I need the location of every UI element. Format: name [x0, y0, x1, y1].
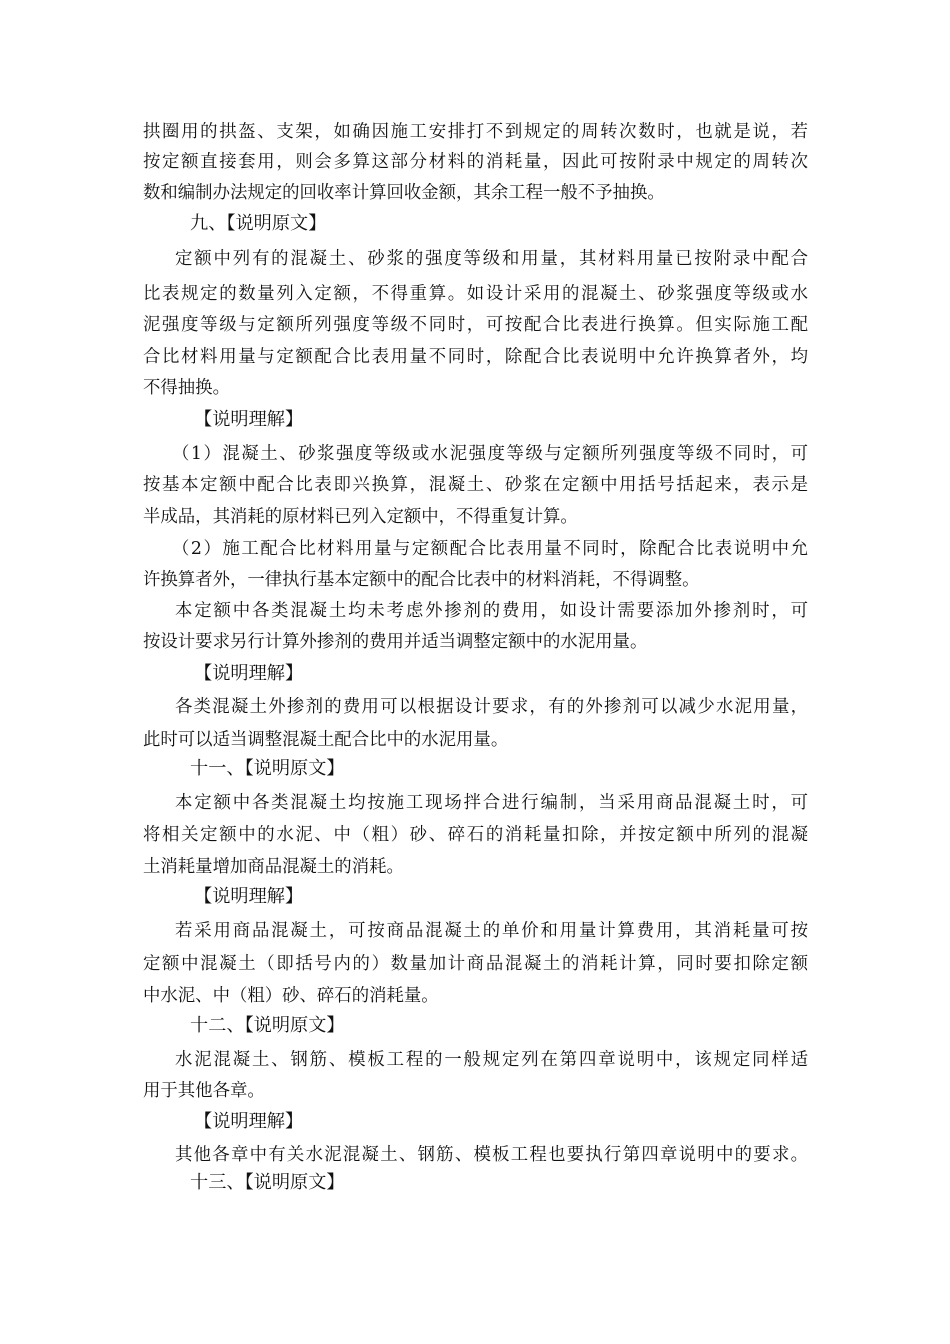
paragraph-line: （2）施工配合比材料用量与定额配合比表用量不同时，除配合比表说明中允	[172, 539, 808, 559]
paragraph-line: 按定额直接套用，则会多算这部分材料的消耗量，因此可按附录中规定的周转次	[143, 152, 808, 172]
paragraph-line: 本定额中各类混凝土均未考虑外掺剂的费用，如设计需要添加外掺剂时，可	[175, 601, 808, 621]
subsection-heading: 【说明理解】	[194, 1111, 304, 1132]
section-heading: 十二、【说明原文】	[190, 1015, 345, 1036]
section-heading: 九、【说明原文】	[190, 213, 327, 234]
paragraph-line: （1）混凝土、砂浆强度等级或水泥强度等级与定额所列强度等级不同时，可	[172, 444, 808, 464]
paragraph-line: 定额中列有的混凝土、砂浆的强度等级和用量，其材料用量已按附录中配合	[175, 249, 808, 269]
subsection-heading: 【说明理解】	[194, 663, 304, 684]
paragraph-line: 定额中混凝土（即括号内的）数量加计商品混凝土的消耗计算，同时要扣除定额	[143, 954, 808, 974]
paragraph-line: 不得抽换。	[143, 378, 230, 398]
paragraph-line: 拱圈用的拱盔、支架，如确因施工安排打不到规定的周转次数时，也就是说，若	[143, 122, 808, 142]
paragraph-line: 比表规定的数量列入定额，不得重算。如设计采用的混凝土、砂浆强度等级或水	[143, 284, 808, 304]
paragraph-line: 若采用商品混凝土，可按商品混凝土的单价和用量计算费用，其消耗量可按	[175, 921, 808, 941]
paragraph-line: 许换算者外，一律执行基本定额中的配合比表中的材料消耗，不得调整。	[143, 570, 700, 590]
paragraph-line: 按设计要求另行计算外掺剂的费用并适当调整定额中的水泥用量。	[143, 632, 648, 652]
paragraph-line: 各类混凝土外掺剂的费用可以根据设计要求，有的外掺剂可以减少水泥用量，	[175, 697, 808, 717]
paragraph-line: 中水泥、中（粗）砂、碎石的消耗量。	[143, 986, 439, 1006]
paragraph-line: 本定额中各类混凝土均按施工现场拌合进行编制，当采用商品混凝土时，可	[175, 793, 808, 813]
paragraph-line: 用于其他各章。	[143, 1081, 265, 1101]
paragraph-line: 水泥混凝土、钢筋、模板工程的一般规定列在第四章说明中，该规定同样适	[175, 1050, 808, 1070]
paragraph-line: 此时可以适当调整混凝土配合比中的水泥用量。	[143, 730, 509, 750]
subsection-heading: 【说明理解】	[194, 409, 304, 430]
paragraph-line: 数和编制办法规定的回收率计算回收金额，其余工程一般不予抽换。	[143, 183, 665, 203]
subsection-heading: 【说明理解】	[194, 886, 304, 907]
paragraph-line: 合比材料用量与定额配合比表用量不同时，除配合比表说明中允许换算者外，均	[143, 347, 808, 367]
paragraph-line: 按基本定额中配合比表即兴换算，混凝土、砂浆在定额中用括号括起来，表示是	[143, 475, 808, 495]
paragraph-line: 半成品，其消耗的原材料已列入定额中，不得重复计算。	[143, 507, 578, 527]
paragraph-line: 泥强度等级与定额所列强度等级不同时，可按配合比表进行换算。但实际施工配	[143, 315, 808, 335]
paragraph-line: 土消耗量增加商品混凝土的消耗。	[143, 857, 404, 877]
paragraph-line: 其他各章中有关水泥混凝土、钢筋、模板工程也要执行第四章说明中的要求。	[175, 1145, 808, 1165]
paragraph-line: 将相关定额中的水泥、中（粗）砂、碎石的消耗量扣除，并按定额中所列的混凝	[143, 825, 808, 845]
section-heading: 十三、【说明原文】	[190, 1172, 345, 1193]
section-heading: 十一、【说明原文】	[190, 758, 345, 779]
